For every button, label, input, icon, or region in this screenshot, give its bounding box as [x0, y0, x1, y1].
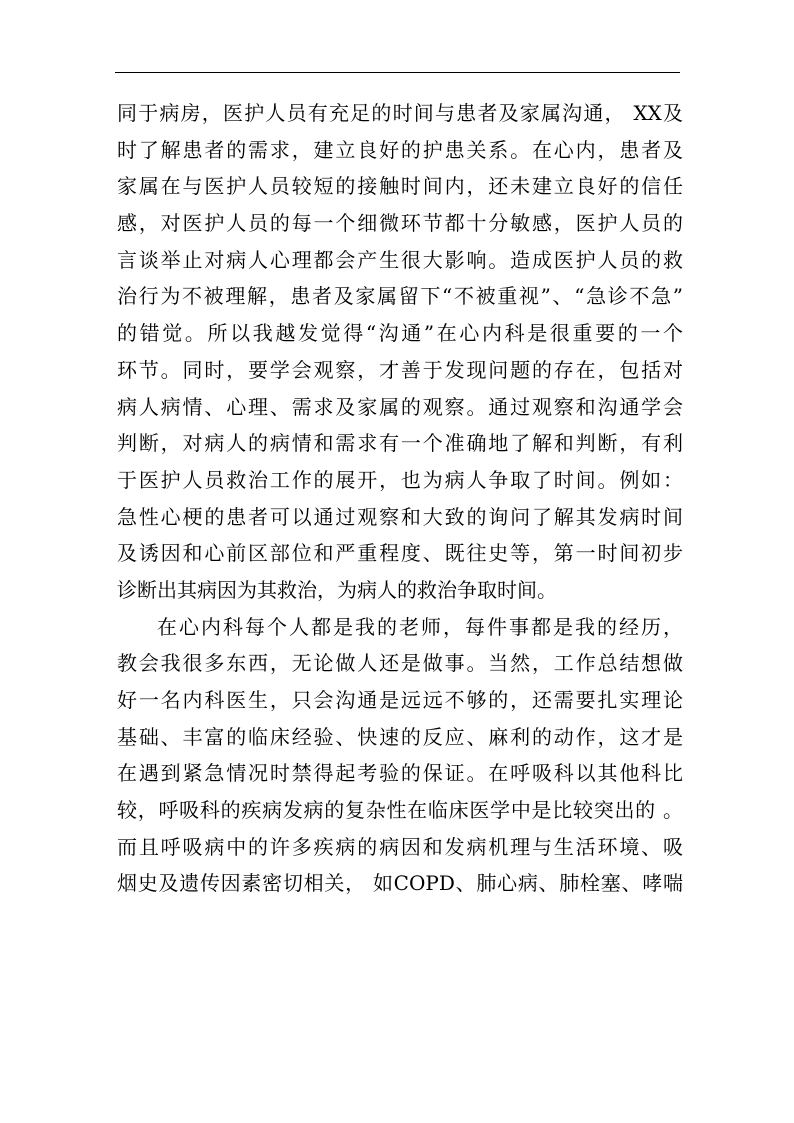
- text-line: 的错觉。所以我越发觉得“沟通”在心内科是很重要的一个: [117, 321, 683, 346]
- text-line: 在心内科每个人都是我的老师，每件事都是我的经历，: [157, 614, 683, 639]
- text-line: 判断，对病人的病情和需求有一个准确地了解和判断，有利: [117, 431, 683, 456]
- text-line: 于医护人员救治工作的展开，也为病人争取了时间。例如：: [117, 467, 683, 492]
- text-line: 环节。同时，要学会观察，才善于发现问题的存在，包括对: [117, 357, 683, 382]
- text-line: 治行为不被理解，患者及家属留下“不被重视”、“急诊不急”: [117, 284, 683, 309]
- text-line: 感，对医护人员的每一个细微环节都十分敏感，医护人员的: [117, 211, 683, 236]
- text-line: 时了解患者的需求，建立良好的护患关系。在心内，患者及: [117, 137, 683, 162]
- text-line: 而且呼吸病中的许多疾病的病因和发病机理与生活环境、吸: [117, 834, 683, 859]
- text-line: 较，呼吸科的疾病发病的复杂性在临床医学中是比较突出的 。: [117, 798, 683, 823]
- paragraph: [117, 609, 683, 903]
- text-line: 好一名内科医生，只会沟通是远远不够的，还需要扎实理论: [117, 688, 683, 712]
- text-line: 病人病情、心理、需求及家属的观察。通过观察和沟通学会: [117, 394, 683, 419]
- text-line: 教会我很多东西，无论做人还是做事。当然，工作总结想做: [117, 651, 683, 676]
- text-line: 急性心梗的患者可以通过观察和大致的询问了解其发病时间: [117, 504, 683, 529]
- text-line: 诊断出其病因为其救治，为病人的救治争取时间。: [117, 577, 557, 602]
- text-line: 同于病房，医护人员有充足的时间与患者及家属沟通， XX及: [117, 101, 683, 125]
- text-line: 及诱因和心前区部位和严重程度、既往史等，第一时间初步: [117, 541, 683, 566]
- document-body: [117, 95, 683, 902]
- paragraph: [117, 95, 683, 609]
- text-line: 言谈举止对病人心理都会产生很大影响。造成医护人员的救: [117, 247, 683, 272]
- header-rule: [115, 72, 680, 73]
- text-line: 在遇到紧急情况时禁得起考验的保证。在呼吸科以其他科比: [117, 761, 683, 786]
- text-line: 烟史及遗传因素密切相关， 如COPD、肺心病、肺栓塞、哮喘: [117, 871, 683, 896]
- text-line: 基础、丰富的临床经验、快速的反应、麻利的动作，这才是: [117, 724, 683, 749]
- text-line: 家属在与医护人员较短的接触时间内，还未建立良好的信任: [117, 174, 683, 199]
